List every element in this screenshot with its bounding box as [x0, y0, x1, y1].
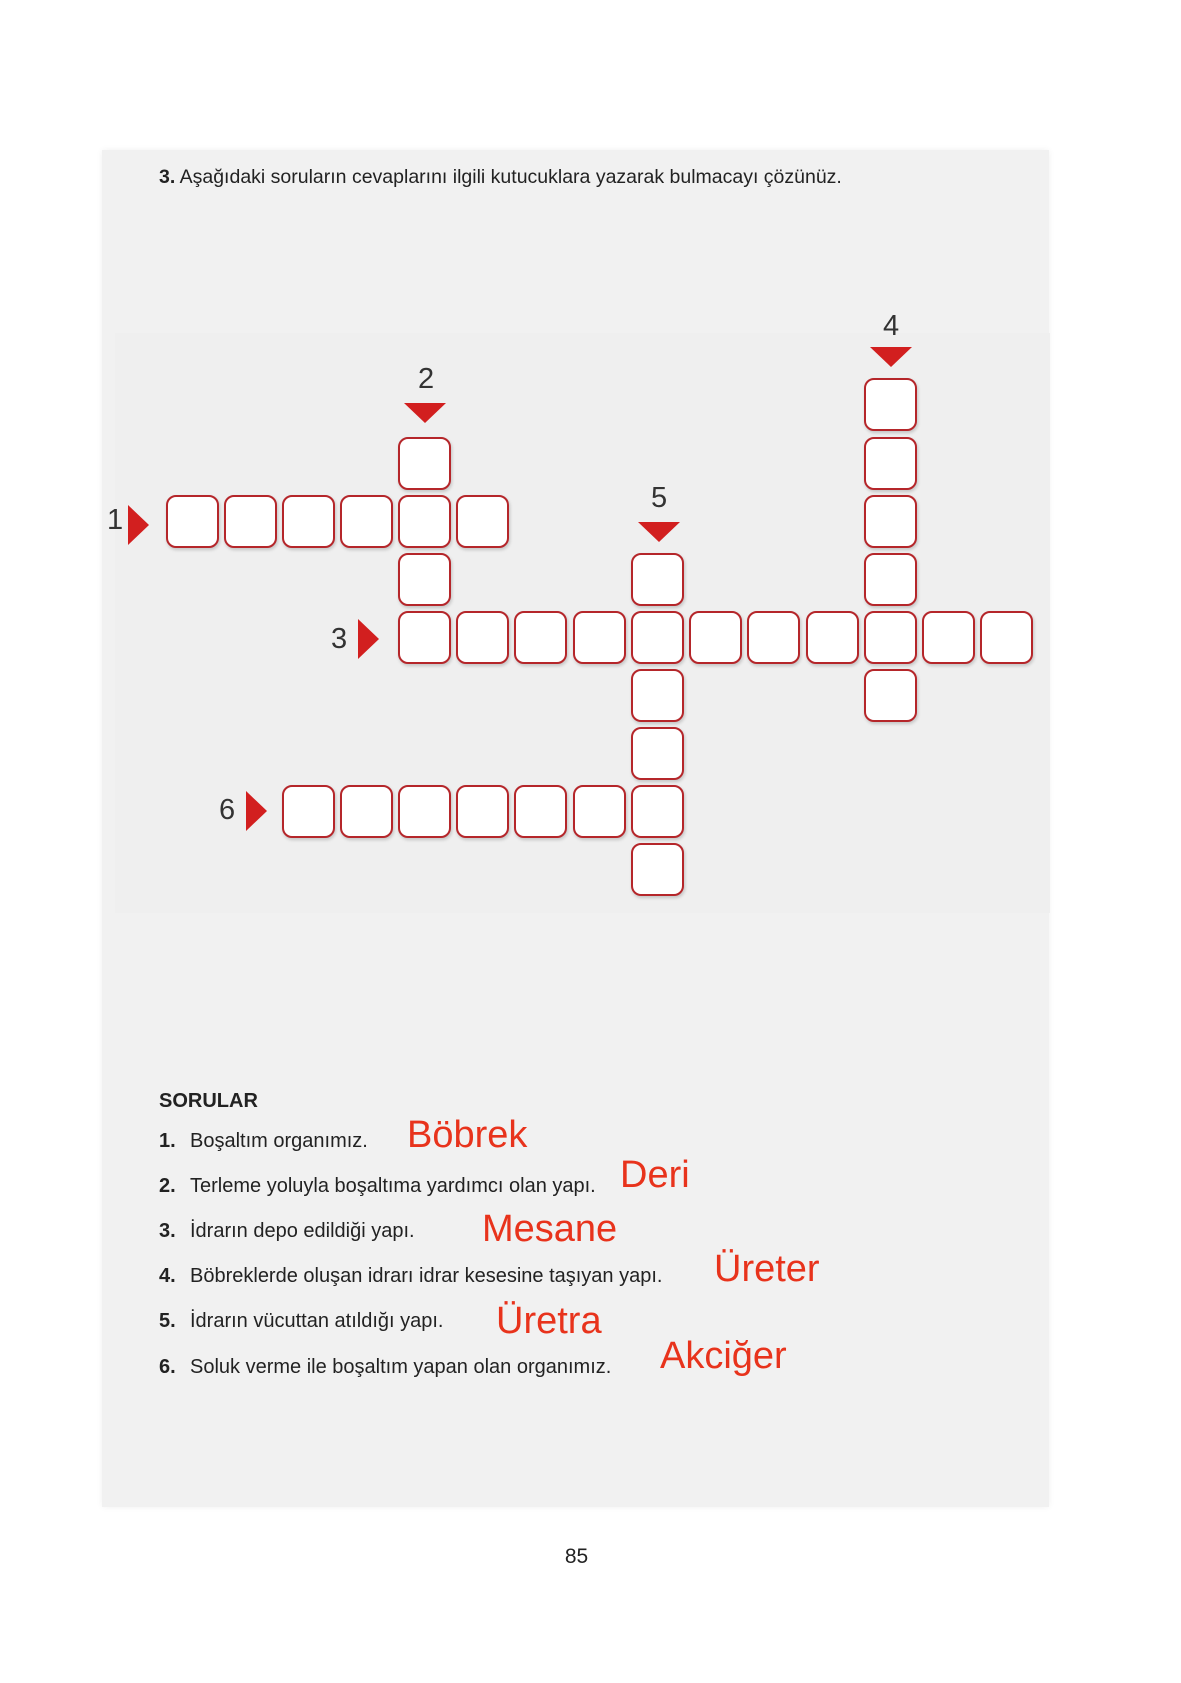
- clue-number-6: 6: [219, 794, 236, 826]
- cell-3-2[interactable]: [456, 611, 509, 664]
- question-text: Boşaltım organımız.: [190, 1130, 368, 1152]
- page-number: 85: [564, 1545, 589, 1568]
- cell-6-4[interactable]: [456, 785, 509, 838]
- cell-6-2[interactable]: [340, 785, 393, 838]
- arrow-down-icon: [638, 522, 680, 542]
- question-number: 3.: [159, 1220, 176, 1242]
- answer-6: Akciğer: [660, 1335, 787, 1377]
- cell-5-6[interactable]: [631, 843, 684, 896]
- cell-6-1[interactable]: [282, 785, 335, 838]
- arrow-right-icon: [128, 505, 149, 545]
- question-text: İdrarın depo edildiği yapı.: [190, 1220, 415, 1242]
- cell-2-3[interactable]: [398, 553, 451, 606]
- question-number: 5.: [159, 1310, 176, 1332]
- question-3: [159, 1220, 415, 1243]
- cell-1-2[interactable]: [224, 495, 277, 548]
- cell-6-7[interactable]: [631, 785, 684, 838]
- question-5: [159, 1310, 443, 1333]
- cell-5-1[interactable]: [631, 553, 684, 606]
- question-number: 1.: [159, 1130, 176, 1152]
- instruction-text: Aşağıdaki soruların cevaplarını ilgili kutucuklara yazarak bulmacayı çözünüz.: [179, 166, 842, 188]
- cell-1-4[interactable]: [340, 495, 393, 548]
- cell-2-1[interactable]: [398, 437, 451, 490]
- question-number: 2.: [159, 1175, 176, 1197]
- cell-6-3[interactable]: [398, 785, 451, 838]
- question-number: 6.: [159, 1356, 176, 1378]
- question-text: İdrarın vücuttan atıldığı yapı.: [190, 1310, 444, 1332]
- cell-1-5[interactable]: [398, 495, 451, 548]
- cell-3-8[interactable]: [806, 611, 859, 664]
- instruction-number: 3.: [159, 166, 176, 188]
- question-number: 4.: [159, 1265, 176, 1287]
- cell-1-6[interactable]: [456, 495, 509, 548]
- cell-6-5[interactable]: [514, 785, 567, 838]
- clue-number-4: 4: [883, 310, 900, 342]
- cell-3-11[interactable]: [980, 611, 1033, 664]
- questions-heading: SORULAR: [159, 1090, 258, 1112]
- cell-3-9[interactable]: [864, 611, 917, 664]
- cell-3-10[interactable]: [922, 611, 975, 664]
- question-6: [159, 1356, 611, 1379]
- answer-5: Üretra: [496, 1300, 602, 1342]
- cell-3-6[interactable]: [689, 611, 742, 664]
- arrow-right-icon: [246, 791, 267, 831]
- cell-3-7[interactable]: [747, 611, 800, 664]
- answer-4: Üreter: [714, 1248, 820, 1290]
- arrow-right-icon: [358, 619, 379, 659]
- cell-4-6[interactable]: [864, 669, 917, 722]
- cell-1-1[interactable]: [166, 495, 219, 548]
- cell-4-4[interactable]: [864, 553, 917, 606]
- cell-3-5[interactable]: [631, 611, 684, 664]
- cell-4-2[interactable]: [864, 437, 917, 490]
- clue-number-1: 1: [107, 504, 124, 536]
- cell-1-3[interactable]: [282, 495, 335, 548]
- question-1: [159, 1130, 368, 1153]
- cell-4-3[interactable]: [864, 495, 917, 548]
- answer-3: Mesane: [482, 1208, 618, 1250]
- cell-5-3[interactable]: [631, 669, 684, 722]
- question-4: [159, 1265, 662, 1288]
- arrow-down-icon: [870, 347, 912, 367]
- question-2: [159, 1175, 596, 1198]
- question-text: Terleme yoluyla boşaltıma yardımcı olan yapı.: [190, 1175, 596, 1197]
- cell-5-4[interactable]: [631, 727, 684, 780]
- clue-number-3: 3: [331, 623, 348, 655]
- cell-4-1[interactable]: [864, 378, 917, 431]
- clue-number-2: 2: [418, 363, 435, 395]
- arrow-down-icon: [404, 403, 446, 423]
- cell-6-6[interactable]: [573, 785, 626, 838]
- cell-3-4[interactable]: [573, 611, 626, 664]
- clue-number-5: 5: [651, 482, 668, 514]
- answer-2: Deri: [620, 1154, 690, 1196]
- question-text: Böbreklerde oluşan idrarı idrar kesesine taşıyan yapı.: [190, 1265, 663, 1287]
- answer-1: Böbrek: [407, 1114, 528, 1156]
- instruction: [159, 166, 842, 189]
- question-text: Soluk verme ile boşaltım yapan olan organımız.: [190, 1356, 612, 1378]
- cell-3-3[interactable]: [514, 611, 567, 664]
- cell-3-1[interactable]: [398, 611, 451, 664]
